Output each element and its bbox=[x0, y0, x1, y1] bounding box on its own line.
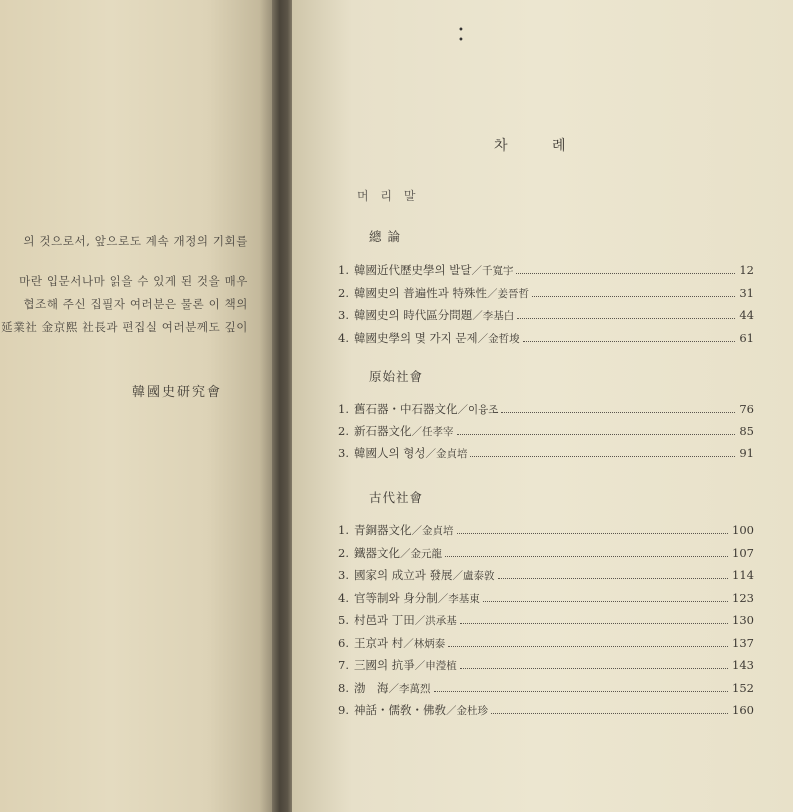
entry-page-number: 61 bbox=[739, 331, 754, 346]
entry-title: 三國의 抗爭 bbox=[354, 658, 415, 672]
entry-page-number: 160 bbox=[732, 703, 754, 717]
entry-page-number: 85 bbox=[739, 424, 754, 438]
entry-number: 8. bbox=[338, 680, 349, 695]
entry-number: 4. bbox=[338, 590, 349, 605]
toc-entry bbox=[338, 401, 754, 418]
entry-number: 5. bbox=[338, 613, 349, 627]
entry-page-number: 31 bbox=[739, 285, 754, 300]
entry-author: ／李萬烈 bbox=[388, 682, 431, 695]
entry-title: 神話・儒敎・佛敎 bbox=[354, 703, 446, 717]
entry-title: 新石器文化 bbox=[354, 424, 412, 438]
toc-entry bbox=[338, 567, 754, 584]
entry-number: 3. bbox=[338, 308, 349, 323]
entry-number: 2. bbox=[338, 424, 349, 438]
entry-author: ／盧泰敦 bbox=[452, 570, 495, 582]
left-page bbox=[0, 0, 276, 812]
toc-entry bbox=[338, 635, 754, 652]
entry-page-number: 137 bbox=[732, 635, 754, 650]
dot-leader bbox=[434, 691, 729, 692]
entry-author: ／林炳泰 bbox=[403, 637, 446, 650]
toc-entry bbox=[338, 285, 754, 302]
entry-page-number: 91 bbox=[739, 446, 754, 460]
entry-title: 舊石器・中石器文化 bbox=[354, 402, 458, 416]
entry-page-number: 44 bbox=[739, 308, 754, 323]
entry-author: ／金元龍 bbox=[400, 547, 442, 560]
entry-title: 國家의 成立과 發展 bbox=[354, 568, 453, 582]
dot-leader bbox=[460, 623, 728, 624]
entry-title: 韓國史의 時代區分問題 bbox=[354, 308, 473, 323]
ink-marks: • • bbox=[458, 25, 464, 46]
entry-author: ／李基白 bbox=[472, 310, 515, 323]
dot-leader bbox=[445, 556, 728, 557]
entry-title: 韓國近代歷史學의 발달 bbox=[354, 263, 472, 277]
toc-entry bbox=[338, 545, 754, 562]
left-text-line-1: 의 것으로서, 앞으로도 계속 개정의 기회를 bbox=[23, 234, 248, 248]
entry-title: 渤 海 bbox=[354, 680, 389, 695]
toc-entry bbox=[338, 702, 754, 719]
entry-title: 韓國人의 형성 bbox=[354, 446, 426, 460]
entry-number: 9. bbox=[338, 703, 349, 717]
entry-page-number: 143 bbox=[732, 658, 754, 672]
author-signature: 韓國史研究會 bbox=[132, 385, 223, 400]
entry-author: ／申瀅植 bbox=[414, 660, 457, 672]
left-text-line-3: 협조해 주신 집필자 여러분은 물론 이 책의 bbox=[23, 297, 248, 311]
dot-leader bbox=[517, 318, 735, 319]
entry-number: 2. bbox=[338, 285, 349, 300]
toc-entry bbox=[338, 680, 754, 697]
dot-leader bbox=[470, 456, 735, 457]
right-page bbox=[292, 0, 793, 812]
entry-title: 鐵器文化 bbox=[354, 545, 400, 560]
toc-entry bbox=[338, 657, 754, 674]
dot-leader bbox=[523, 341, 736, 342]
dot-leader bbox=[457, 533, 729, 534]
toc-entry bbox=[338, 522, 754, 539]
toc-entry bbox=[338, 307, 754, 324]
entry-number: 3. bbox=[338, 568, 349, 582]
entry-title: 王京과 村 bbox=[354, 635, 404, 650]
entry-author: ／千寬宇 bbox=[471, 265, 514, 277]
toc-preface: 머 리 말 bbox=[357, 189, 420, 203]
dot-leader bbox=[448, 646, 728, 647]
entry-title: 韓國史學의 몇 가지 문제 bbox=[354, 331, 478, 346]
left-text-line-4: 延業社 金京熙 社長과 편집실 여러분께도 깊이 bbox=[1, 320, 248, 334]
entry-author: ／金貞培 bbox=[425, 448, 468, 460]
entry-author: ／金哲埈 bbox=[477, 333, 520, 346]
entry-page-number: 114 bbox=[732, 568, 754, 582]
entry-page-number: 100 bbox=[732, 523, 754, 537]
dot-leader bbox=[532, 296, 735, 297]
entry-number: 1. bbox=[338, 263, 349, 277]
entry-number: 4. bbox=[338, 331, 349, 346]
toc-entry bbox=[338, 612, 754, 629]
entry-page-number: 123 bbox=[732, 590, 754, 605]
entry-author: ／金貞培 bbox=[411, 525, 454, 537]
entry-title: 村邑과 丁田 bbox=[354, 613, 415, 627]
left-text-line-2: 마란 입문서나마 읽을 수 있게 된 것을 매우 bbox=[19, 274, 248, 288]
entry-author: ／任孝宰 bbox=[411, 426, 454, 438]
toc-entry bbox=[338, 445, 754, 462]
toc-entry bbox=[338, 262, 754, 279]
entry-author: ／金杜珍 bbox=[446, 705, 488, 717]
toc-entry bbox=[338, 423, 754, 440]
toc-title: 차 례 bbox=[494, 138, 566, 154]
entry-page-number: 152 bbox=[732, 680, 754, 695]
entry-page-number: 76 bbox=[739, 402, 754, 416]
section-heading-ancient: 古代社會 bbox=[369, 490, 424, 505]
entry-number: 6. bbox=[338, 635, 349, 650]
dot-leader bbox=[501, 412, 735, 413]
entry-author: ／李基東 bbox=[437, 592, 480, 605]
entry-title: 官等制와 身分制 bbox=[354, 590, 438, 605]
entry-number: 2. bbox=[338, 545, 349, 560]
dot-leader bbox=[498, 578, 729, 579]
entry-author: ／姜晉哲 bbox=[487, 287, 530, 300]
entry-author: ／洪承基 bbox=[414, 615, 457, 627]
dot-leader bbox=[460, 668, 728, 669]
entry-author: ／이융조 bbox=[457, 404, 499, 416]
entry-number: 1. bbox=[338, 402, 349, 416]
entry-number: 3. bbox=[338, 446, 349, 460]
entry-page-number: 107 bbox=[732, 545, 754, 560]
entry-number: 7. bbox=[338, 658, 349, 672]
dot-leader bbox=[491, 713, 728, 714]
entry-page-number: 12 bbox=[739, 263, 754, 277]
entry-title: 青銅器文化 bbox=[354, 523, 412, 537]
entry-title: 韓國史의 普遍性과 特殊性 bbox=[354, 285, 488, 300]
section-heading-primitive: 原始社會 bbox=[369, 369, 424, 384]
dot-leader bbox=[483, 601, 728, 602]
entry-number: 1. bbox=[338, 523, 349, 537]
dot-leader bbox=[516, 273, 735, 274]
entry-page-number: 130 bbox=[732, 613, 754, 627]
toc-entry bbox=[338, 590, 754, 607]
section-heading-general: 總 論 bbox=[369, 229, 401, 244]
dot-leader bbox=[457, 434, 736, 435]
toc-entry bbox=[338, 330, 754, 347]
